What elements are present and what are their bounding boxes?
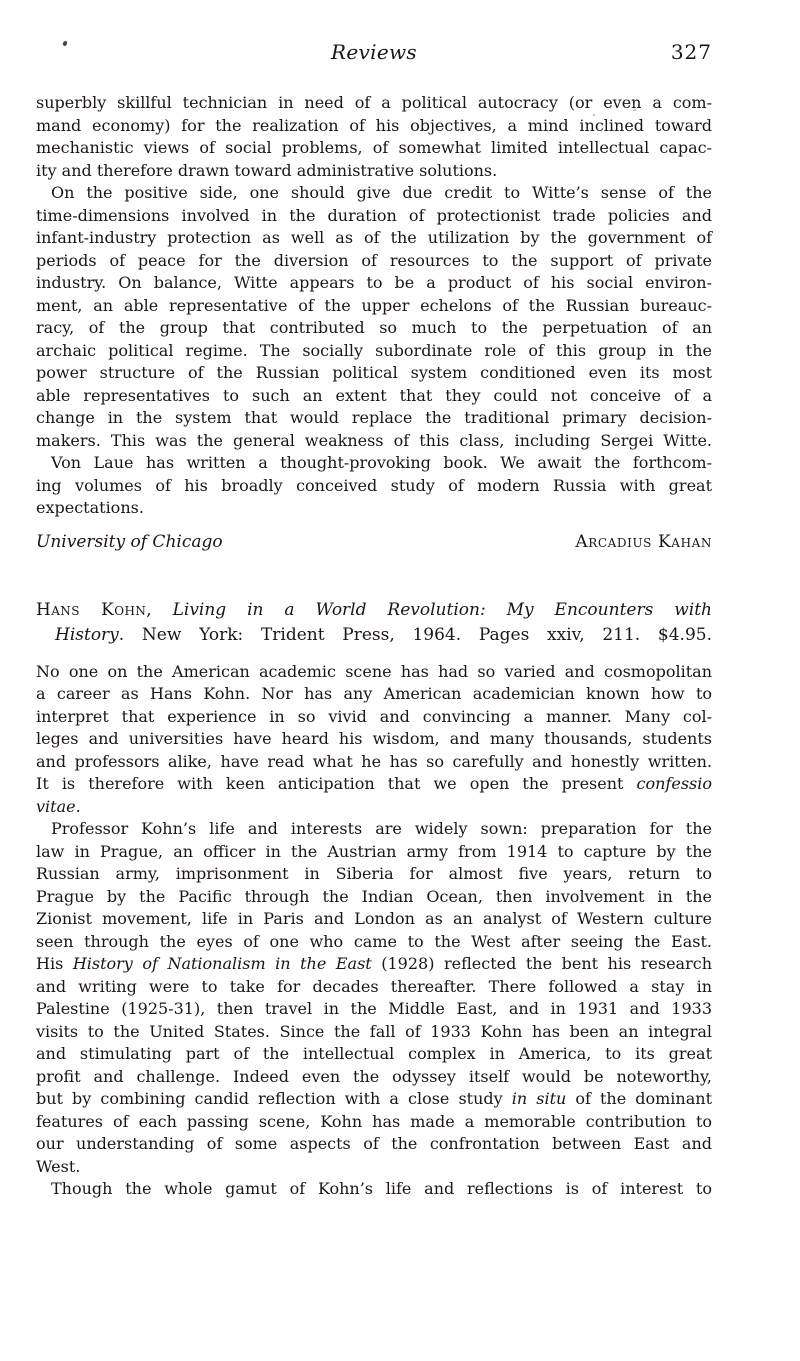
text-line: On the positive side, one should give due credit to Witte’s sense of the [51,183,712,202]
text-line: but by combining candid reflection with a close study in situ of the dominant [36,1089,713,1108]
text-line: able representatives to such an extent that they could not conceive of a [36,385,712,405]
text-line: visits to the United States. Since the fall of 1933 Kohn has been an integral [36,1021,712,1041]
text-line: features of each passing scene, Kohn has made a memorable contribution to [36,1111,712,1131]
text-line: West. [36,1156,81,1176]
running-title: Reviews [331,40,417,64]
text-line: industry. On balance, Witte appears to be a product of his social environ- [36,273,712,292]
paragraph-kohn-biography [36,818,712,1178]
text-line: Von Laue has written a thought-provoking book. We await the forthcom- [51,453,712,472]
text-line: power structure of the Russian political system conditioned even its most [36,363,712,382]
scanned-journal-page [0,40,800,1361]
journal-page [36,40,712,1201]
review-signature [36,532,712,556]
text-line: No one on the American academic scene has had so varied and cosmopolitan [36,661,712,681]
text-line: archaic political regime. The socially subordinate role of this group in the [36,340,712,360]
text-line: time-dimensions involved in the duration of protectionist trade policies and [36,205,712,225]
text-line: Zionist movement, life in Paris and London as an analyst of Western culture [36,909,712,928]
reviewer-affiliation: University of Chicago [36,531,223,552]
text-line: change in the system that would replace the traditional primary decision- [36,408,712,427]
text-line: Professor Kohn’s life and interests are widely sown: preparation for the [51,819,712,838]
running-head [36,40,712,66]
reviewer-name: Arcadius Kahan [575,531,712,552]
text-line: Prague by the Pacific through the Indian Ocean, then involvement in the [36,886,712,906]
text-line: It is therefore with keen anticipation that we open the present confessio [36,774,712,793]
text-line: History. New York: Trident Press, 1964. Pages xxiv, 211. $4.95. [55,624,712,645]
text-line: infant-industry protection as well as of the utilization by the government of [36,228,712,247]
paragraph-kohn-intro [36,661,712,819]
text-line: Though the whole gamut of Kohn’s life and reflections is of interest to [51,1179,712,1198]
text-line: Hans Kohn, Living in a World Revolution: My Encounters with [36,599,713,620]
text-line: leges and universities have heard his wisdom, and many thousands, students [36,729,712,748]
text-line: racy, of the group that contributed so much to the perpetuation of an [36,318,712,337]
text-line: interpret that experience in so vivid and convincing a manner. Many col- [36,706,712,726]
text-line: a career as Hans Kohn. Nor has any American academician known how to [36,684,712,703]
text-line: profit and challenge. Indeed even the odyssey itself would be noteworthy, [36,1066,712,1086]
text-line: mand economy) for the realization of his objectives, a mind inclined toward [36,115,712,135]
paragraph-kohn-gamut [36,1178,712,1201]
text-line: law in Prague, an officer in the Austrian army from 1914 to capture by the [36,841,712,861]
text-line: mechanistic views of social problems, of somewhat limited intellectual capac- [36,138,712,157]
text-line: Palestine (1925-31), then travel in the Middle East, and in 1931 and 1933 [36,999,712,1018]
text-line: seen through the eyes of one who came to the West after seeing the East. [36,931,712,951]
text-line: our understanding of some aspects of the confrontation between East and [36,1134,712,1153]
text-line: ment, an able representative of the upper echelons of the Russian bureauc- [36,295,712,315]
paragraph-witte-conclusion [36,92,712,182]
text-line: His History of Nationalism in the East (1928) reflected the bent his research [36,954,712,973]
book-citation-heading [36,598,712,648]
text-line: ing volumes of his broadly conceived study of modern Russia with great [36,475,712,495]
text-line: vitae. [36,796,81,816]
text-line: periods of peace for the diversion of resources to the support of private [36,250,712,270]
text-line: ity and therefore drawn toward administrative solutions. [36,160,498,180]
paragraph-von-laue-closing [36,452,712,520]
text-line: makers. This was the general weakness of this class, including Sergei Witte. [36,430,712,450]
page-number: 327 [670,40,712,64]
text-line: and professors alike, have read what he has so carefully and honestly written. [36,751,712,771]
text-line: and stimulating part of the intellectual complex in America, to its great [36,1044,712,1063]
text-line: expectations. [36,498,144,517]
text-line: superbly skillful technician in need of a political autocracy (or even a com- [36,93,712,112]
text-line: and writing were to take for decades thereafter. There followed a stay in [36,976,712,996]
paragraph-witte-positive-side [36,182,712,452]
text-line: Russian army, imprisonment in Siberia for almost five years, return to [36,864,712,883]
